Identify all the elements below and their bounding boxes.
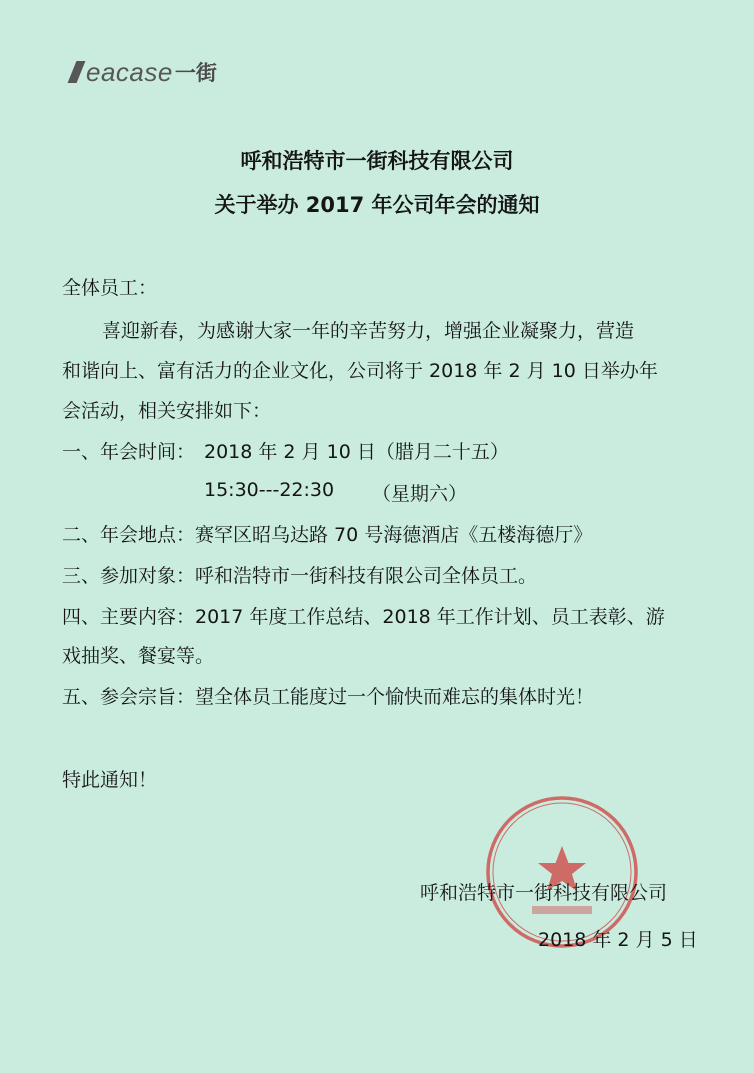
logo-slash-mark bbox=[68, 61, 86, 83]
intro-line-3: 会活动，相关安排如下： bbox=[62, 400, 272, 422]
logo-chinese: 一街 bbox=[174, 61, 217, 85]
item-time-weekday: （星期六） bbox=[372, 483, 468, 505]
document-title-subject: 关于举办 2017 年公司年会的通知 bbox=[214, 193, 540, 217]
intro-line-1: 喜迎新春，为感谢大家一年的辛苦努力，增强企业凝聚力，营造 bbox=[102, 320, 635, 342]
item-content-line-2: 戏抽奖、餐宴等。 bbox=[62, 645, 215, 667]
item-attendees: 三、参加对象：呼和浩特市一街科技有限公司全体员工。 bbox=[62, 565, 538, 587]
salutation: 全体员工： bbox=[62, 277, 158, 299]
item-place: 二、年会地点：赛罕区昭乌达路 70 号海德酒店《五楼海德厅》 bbox=[62, 524, 593, 546]
logo-wordmark: eacase bbox=[86, 56, 173, 87]
closing-line: 特此通知！ bbox=[62, 769, 158, 791]
document-title-company: 呼和浩特市一街科技有限公司 bbox=[240, 149, 514, 173]
signature-date: 2018 年 2 月 5 日 bbox=[538, 929, 698, 951]
item-time-label: 一、年会时间： bbox=[62, 441, 196, 463]
item-time-hours: 15:30---22:30 bbox=[204, 479, 335, 501]
item-content-line-1: 四、主要内容：2017 年度工作总结、2018 年工作计划、员工表彰、游 bbox=[62, 606, 665, 628]
company-logo bbox=[72, 56, 217, 88]
signature-company: 呼和浩特市一街科技有限公司 bbox=[420, 882, 668, 904]
item-purpose: 五、参会宗旨：望全体员工能度过一个愉快而难忘的集体时光！ bbox=[62, 686, 595, 708]
item-time-date: 2018 年 2 月 10 日（腊月二十五） bbox=[204, 441, 509, 463]
intro-line-2: 和谐向上、富有活力的企业文化，公司将于 2018 年 2 月 10 日举办年 bbox=[62, 360, 658, 382]
